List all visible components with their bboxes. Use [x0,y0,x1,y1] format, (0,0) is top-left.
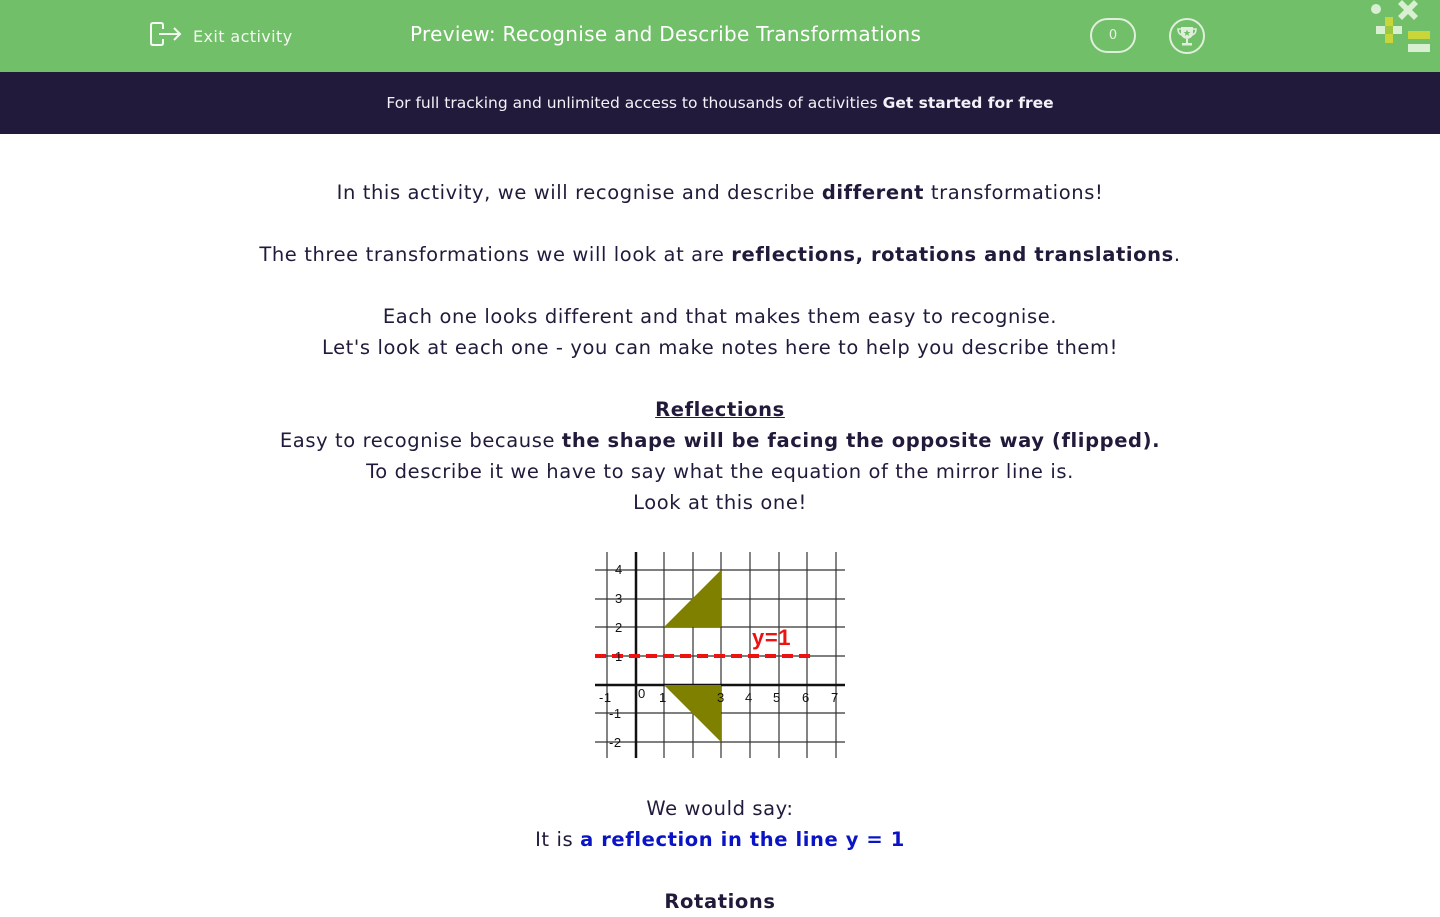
svg-text:-2: -2 [609,735,622,750]
svg-text:4: 4 [745,690,753,705]
recognise-bold: the shape will be facing the opposite way (flipped). [561,429,1161,452]
intro-post: transformations! [924,181,1104,204]
score-value: 0 [1108,28,1118,43]
banner-text: For full tracking and unlimited access to thousands of activities [386,94,878,112]
reflections-recognise [0,425,1440,456]
page-title: Preview: Recognise and Describe Transformations [410,22,922,46]
we-would-say: We would say: [646,797,794,820]
svg-text:3: 3 [717,690,725,705]
svg-text:6: 6 [802,690,810,705]
svg-text:3: 3 [615,591,623,606]
svg-text:1: 1 [659,690,667,705]
svg-text:7: 7 [831,690,839,705]
reflection-answer [0,824,1440,855]
svg-text:y=1: y=1 [752,625,792,650]
svg-text:5: 5 [773,690,781,705]
trophy-button[interactable] [1169,18,1205,54]
svg-text:4: 4 [615,562,623,577]
svg-text:-1: -1 [599,690,612,705]
svg-text:1: 1 [615,649,623,664]
rotations-heading: Rotations [664,890,776,913]
three-bold: reflections, rotations and translations [731,243,1174,266]
maths-symbols-logo [1368,0,1440,56]
exit-activity-button[interactable] [149,20,293,52]
signup-banner [0,72,1440,134]
activity-content [0,134,1440,917]
each-one-text: Each one looks different and that makes them easy to recognise. [382,305,1058,328]
notes-text: Let's look at each one - you can make notes here to help you describe them! [321,336,1119,359]
svg-text:2: 2 [615,620,623,635]
svg-text:0: 0 [638,686,646,701]
svg-text:-1: -1 [609,706,622,721]
answer-highlight: a reflection in the line y = 1 [580,828,905,851]
intro-bold: different [821,181,925,204]
reflections-describe: To describe it we have to say what the equation of the mirror line is. [366,460,1074,483]
reflection-graph [595,552,845,758]
get-started-link[interactable]: Get started for free [882,94,1054,112]
exit-activity-label: Exit activity [193,26,293,46]
three-post: . [1173,243,1181,266]
three-transformations-text [0,239,1440,270]
look-text: Look at this one! [633,491,807,514]
reflections-heading: Reflections [655,398,785,421]
score-badge [1090,18,1136,53]
recognise-pre: Easy to recognise because [279,429,562,452]
trophy-icon [1176,25,1198,47]
intro-pre: In this activity, we will recognise and describe [336,181,822,204]
three-pre: The three transformations we will look at are [259,243,732,266]
answer-pre: It is [535,828,581,851]
intro-text [0,177,1440,208]
top-bar [0,0,1440,72]
exit-door-arrow-icon [149,20,183,52]
